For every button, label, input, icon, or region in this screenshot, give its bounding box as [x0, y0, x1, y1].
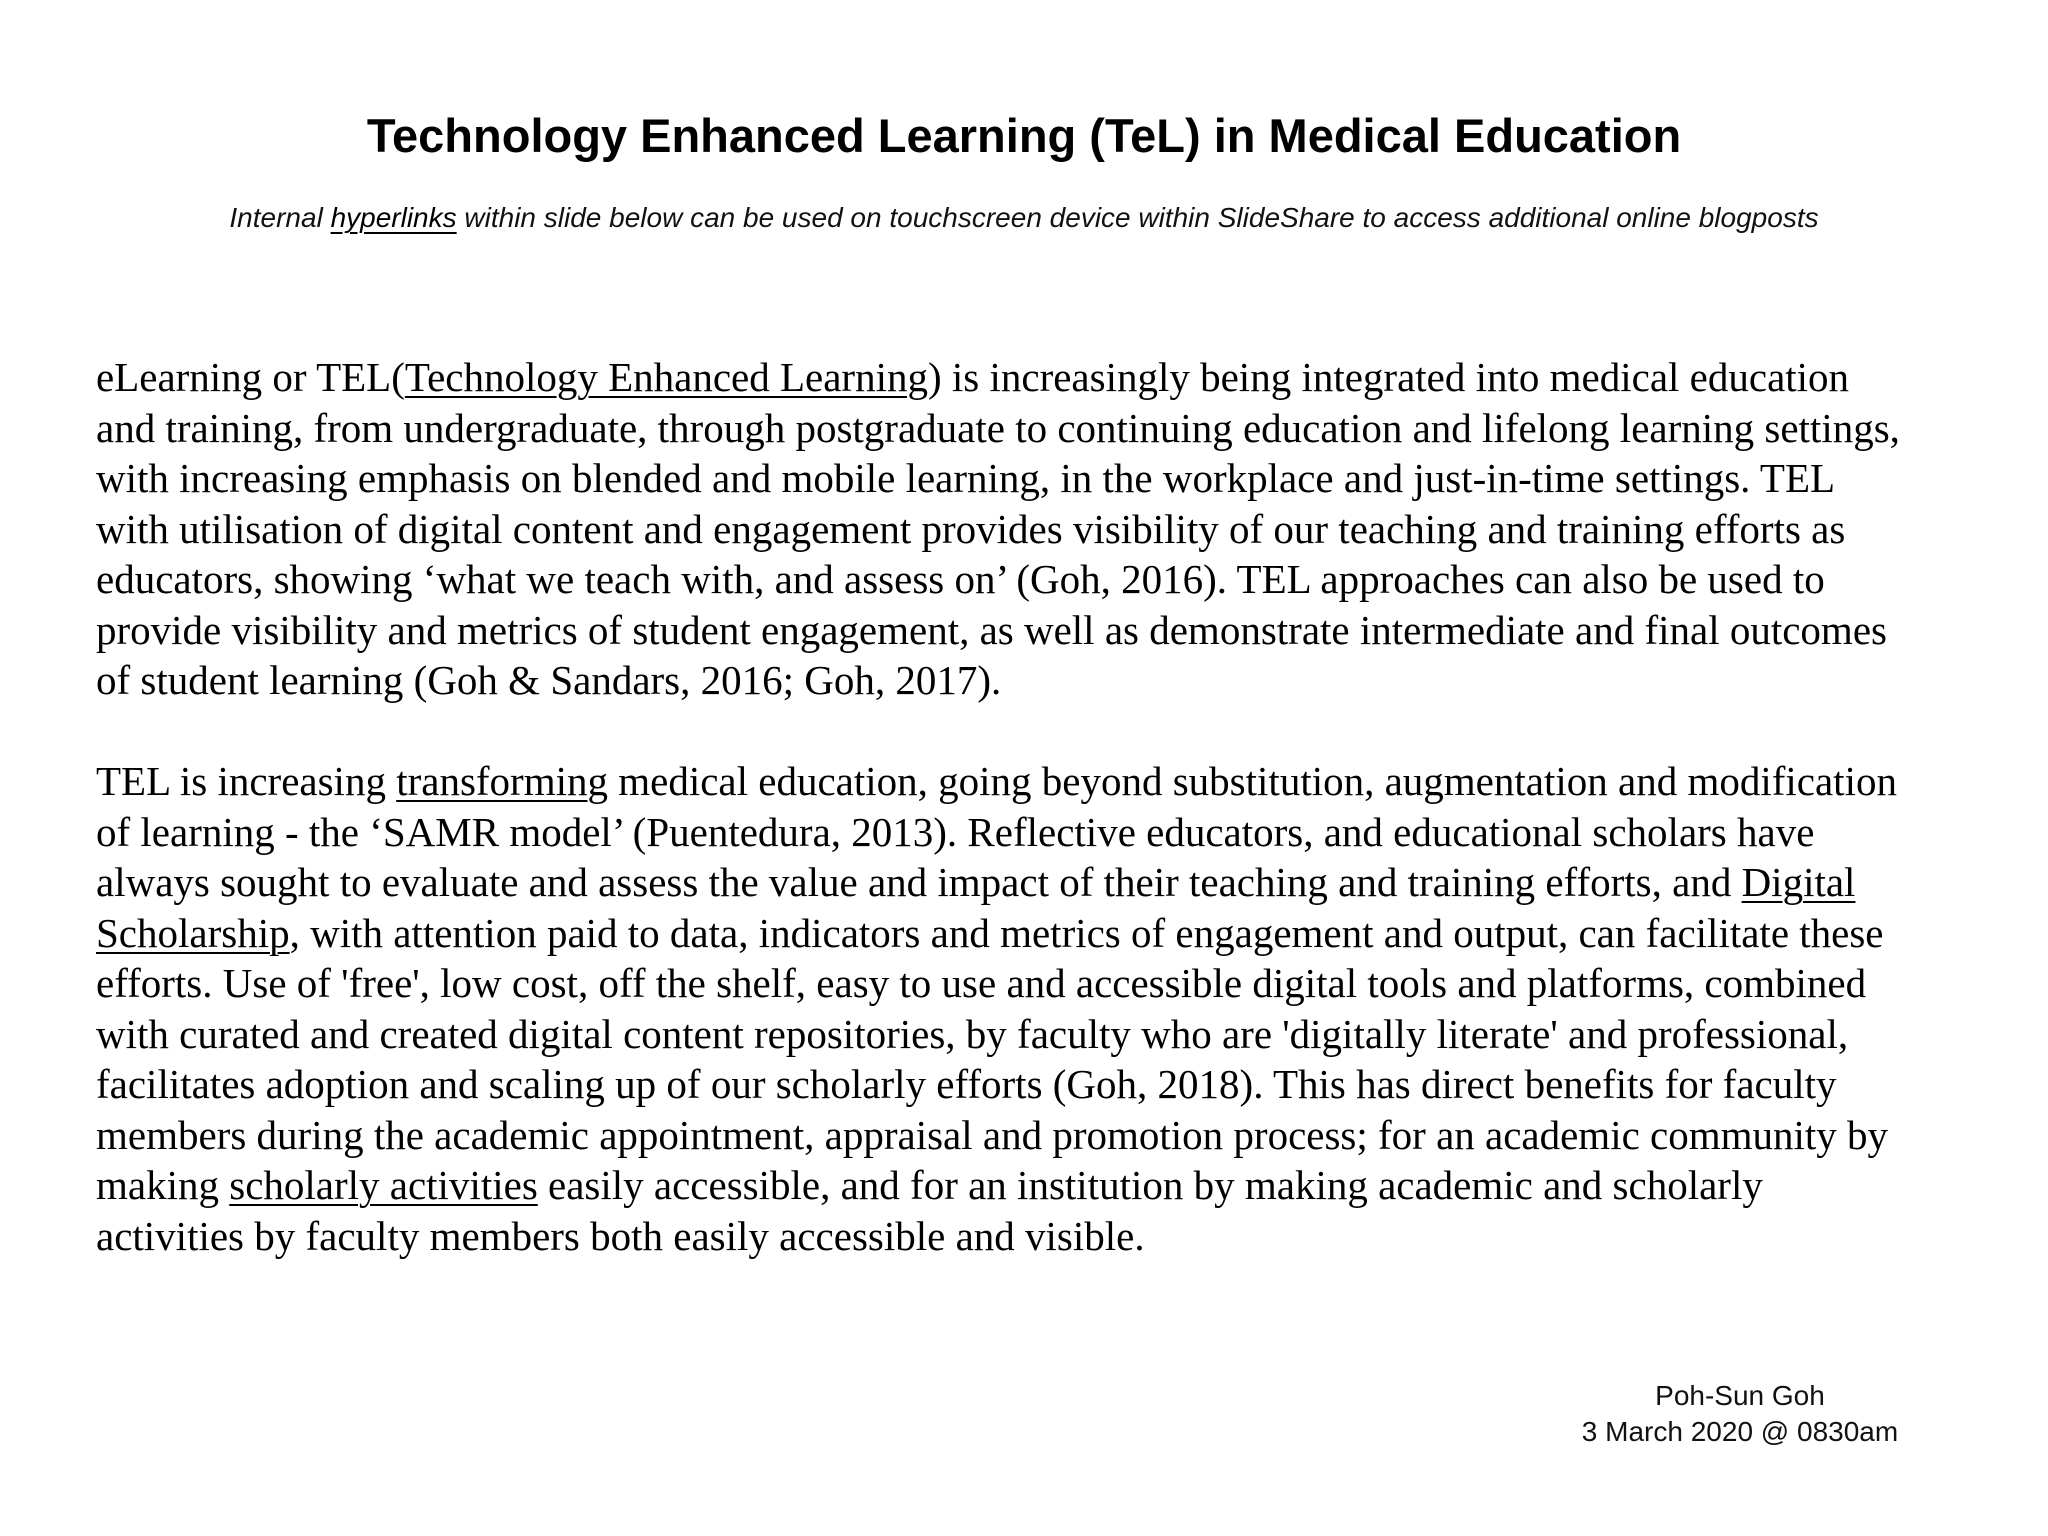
- paragraph-2: [96, 756, 1996, 1261]
- paragraph-1-line-3: with increasing emphasis on blended and mobile learning, in the workplace and just-in-time settings. TEL: [96, 455, 1836, 501]
- paragraph-2-line-7: facilitates adoption and scaling up of our scholarly efforts (Goh, 2018). This has direct benefits for faculty: [96, 1061, 1837, 1107]
- text-span: TEL is increasing: [96, 758, 397, 804]
- text-span: ) is increasingly being integrated into medical education: [927, 354, 1850, 400]
- paragraph-1-line-4: with utilisation of digital content and engagement provides visibility of our teaching and training efforts as: [96, 505, 1846, 552]
- paragraph-1: [96, 352, 1996, 706]
- paragraph-2-line-9: [96, 1160, 1996, 1211]
- slide-body: [96, 352, 1996, 1261]
- author-date: 3 March 2020 @ 0830am: [1581, 1416, 1899, 1447]
- paragraph-1-line-1: [96, 352, 1996, 403]
- hyperlinks-link[interactable]: hyperlinks: [330, 202, 457, 233]
- text-span: making: [96, 1162, 230, 1208]
- digital-scholarship-link-part-1[interactable]: Digital: [1741, 859, 1856, 905]
- author-name: Poh-Sun Goh: [1655, 1380, 1825, 1411]
- paragraph-1-line-2: and training, from undergraduate, through postgraduate to continuing education and lifelong learning settings,: [96, 404, 1900, 451]
- subtitle-note: [0, 200, 2048, 236]
- paragraph-1-line-6: provide visibility and metrics of student engagement, as well as demonstrate intermediate and final outcomes: [96, 606, 1887, 653]
- text-span: , with attention paid to data, indicators and metrics of engagement and output, can facilitate these: [289, 909, 1884, 956]
- slide-title: Technology Enhanced Learning (TeL) in Medical Education: [366, 109, 1682, 162]
- paragraph-2-line-6: with curated and created digital content repositories, by faculty who are 'digitally literate' and professional,: [96, 1010, 1849, 1057]
- paragraph-2-line-10: activities by faculty members both easily accessible and visible.: [96, 1212, 1145, 1259]
- paragraph-1-line-5: educators, showing ‘what we teach with, and assess on’ (Goh, 2016). TEL approaches can also be used to: [96, 556, 1825, 602]
- paragraph-2-line-1: [96, 756, 1996, 807]
- paragraph-2-line-8: members during the academic appointment, appraisal and promotion process; for an academic community by: [96, 1111, 1889, 1158]
- technology-enhanced-learning-link[interactable]: Technology Enhanced Learning: [404, 354, 928, 400]
- paragraph-2-line-5: efforts. Use of 'free', low cost, off the shelf, easy to use and accessible digital tools and platforms, combined: [96, 960, 1867, 1006]
- text-span: medical education, going beyond substitution, augmentation and modification: [608, 758, 1897, 804]
- author-block: [1540, 1378, 1940, 1450]
- digital-scholarship-link-part-2[interactable]: Scholarship: [96, 909, 290, 956]
- paragraph-2-line-4: [96, 908, 1996, 959]
- paragraph-2-line-3: [96, 857, 1996, 908]
- text-span: easily accessible, and for an institution by making academic and scholarly: [537, 1162, 1763, 1208]
- paragraph-2-line-2: of learning - the ‘SAMR model’ (Puentedura, 2013). Reflective educators, and educational scholars have: [96, 808, 1815, 855]
- text-span: always sought to evaluate and assess the value and impact of their teaching and training efforts, and: [96, 859, 1742, 905]
- scholarly-activities-link[interactable]: scholarly activities: [229, 1162, 538, 1208]
- subtitle-text-end: within slide below can be used on touchscreen device within SlideShare to access additional online blogposts: [456, 202, 1819, 233]
- subtitle-text-start: Internal: [229, 202, 331, 233]
- transforming-link[interactable]: transforming: [396, 758, 608, 804]
- paragraph-1-line-7: of student learning (Goh & Sandars, 2016; Goh, 2017).: [96, 657, 1002, 703]
- text-span: eLearning or TEL(: [96, 354, 405, 400]
